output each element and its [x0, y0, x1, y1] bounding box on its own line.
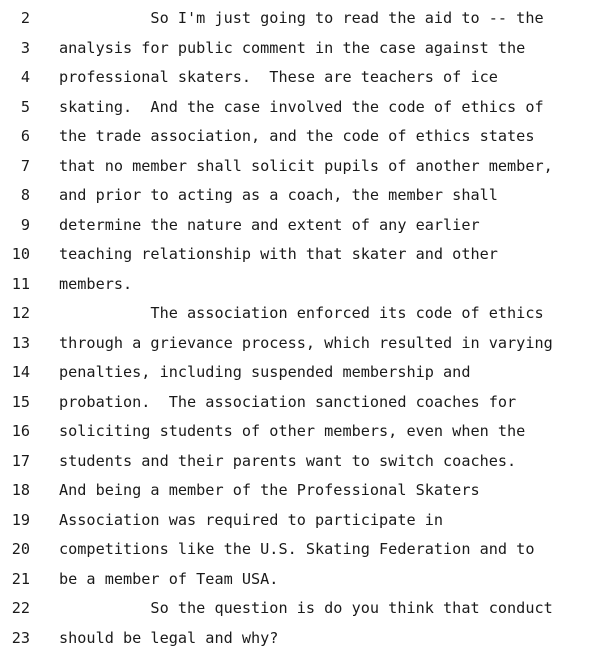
transcript-line: [0, 447, 603, 477]
line-number: 11: [0, 270, 30, 300]
line-number: 9: [0, 211, 30, 241]
transcript-page: [0, 4, 603, 653]
line-number: 16: [0, 417, 30, 447]
line-text: probation. The association sanctioned coaches for: [59, 388, 516, 418]
line-number: 22: [0, 594, 30, 624]
transcript-line: [0, 4, 603, 34]
line-number: 8: [0, 181, 30, 211]
transcript-line: [0, 594, 603, 624]
line-text: be a member of Team USA.: [59, 565, 278, 595]
line-number: 18: [0, 476, 30, 506]
transcript-line: [0, 506, 603, 536]
line-text: and prior to acting as a coach, the member shall: [59, 181, 498, 211]
transcript-line: [0, 181, 603, 211]
line-text: So the question is do you think that conduct: [59, 594, 553, 624]
transcript-line: [0, 240, 603, 270]
line-number: 19: [0, 506, 30, 536]
line-number: 6: [0, 122, 30, 152]
line-text: soliciting students of other members, even when the: [59, 417, 525, 447]
transcript-line: [0, 63, 603, 93]
line-text: analysis for public comment in the case against the: [59, 34, 525, 64]
transcript-line: [0, 417, 603, 447]
transcript-line: [0, 624, 603, 653]
line-number: 10: [0, 240, 30, 270]
transcript-line: [0, 329, 603, 359]
line-text: professional skaters. These are teachers of ice: [59, 63, 498, 93]
line-number: 3: [0, 34, 30, 64]
line-number: 14: [0, 358, 30, 388]
transcript-line: [0, 152, 603, 182]
transcript-line: [0, 535, 603, 565]
line-text: So I'm just going to read the aid to -- the: [59, 4, 544, 34]
line-text: Association was required to participate in: [59, 506, 443, 536]
transcript-line: [0, 299, 603, 329]
line-text: students and their parents want to switch coaches.: [59, 447, 516, 477]
line-text: that no member shall solicit pupils of another member,: [59, 152, 553, 182]
line-text: And being a member of the Professional Skaters: [59, 476, 480, 506]
line-text: skating. And the case involved the code of ethics of: [59, 93, 544, 123]
line-text: competitions like the U.S. Skating Federation and to: [59, 535, 534, 565]
transcript-line: [0, 388, 603, 418]
line-number: 20: [0, 535, 30, 565]
transcript-line: [0, 358, 603, 388]
line-text: should be legal and why?: [59, 624, 278, 653]
line-number: 5: [0, 93, 30, 123]
transcript-line: [0, 476, 603, 506]
line-number: 7: [0, 152, 30, 182]
line-number: 23: [0, 624, 30, 653]
line-text: determine the nature and extent of any earlier: [59, 211, 480, 241]
line-text: through a grievance process, which resulted in varying: [59, 329, 553, 359]
line-number: 21: [0, 565, 30, 595]
line-number: 15: [0, 388, 30, 418]
line-text: members.: [59, 270, 132, 300]
line-number: 13: [0, 329, 30, 359]
transcript-line: [0, 93, 603, 123]
transcript-line: [0, 122, 603, 152]
line-number: 4: [0, 63, 30, 93]
transcript-line: [0, 34, 603, 64]
transcript-line: [0, 565, 603, 595]
line-number: 12: [0, 299, 30, 329]
line-text: The association enforced its code of ethics: [59, 299, 544, 329]
line-text: teaching relationship with that skater and other: [59, 240, 498, 270]
line-text: the trade association, and the code of ethics states: [59, 122, 534, 152]
line-text: penalties, including suspended membership and: [59, 358, 470, 388]
transcript-line: [0, 211, 603, 241]
line-number: 2: [0, 4, 30, 34]
line-number: 17: [0, 447, 30, 477]
transcript-line: [0, 270, 603, 300]
